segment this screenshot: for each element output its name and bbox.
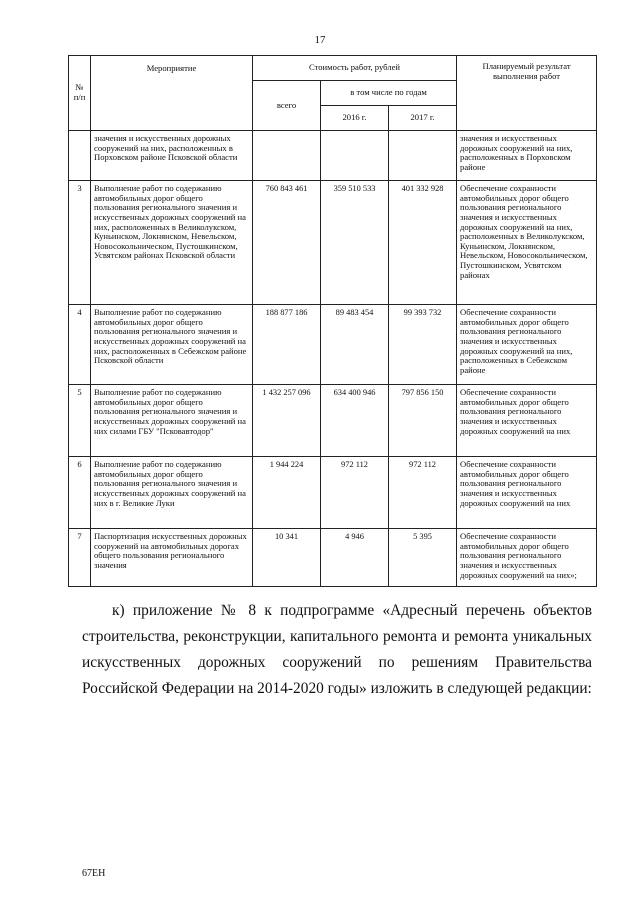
row-measure: Выполнение работ по содержанию автомобильных дорог общего пользования регионального значения и искусственных дорожных сооружений на них, расположенных в Великолукском, Куньинском, Локнянском, Невельском, Новосокольническом, Пустошкинском, Усвятском районах Псковской области [91, 181, 253, 305]
row-num: 5 [69, 385, 91, 457]
header-num: № п/п [69, 56, 91, 131]
row-measure: Паспортизация искусственных дорожных сооружений на автомобильных дорогах общего пользования регионального значения [91, 529, 253, 587]
header-result: Планируемый результат выполнения работ [457, 56, 597, 131]
row-total: 760 843 461 [253, 181, 321, 305]
header-total: всего [253, 81, 321, 131]
page-number: 17 [314, 34, 326, 46]
row-num: 3 [69, 181, 91, 305]
header-2017: 2017 г. [389, 106, 457, 131]
row-total: 1 944 224 [253, 457, 321, 529]
row-result: Обеспечение сохранности автомобильных дорог общего пользования регионального значения и искусственных дорожных сооружений на них»; [457, 529, 597, 587]
row-result: Обеспечение сохранности автомобильных дорог общего пользования регионального значения и искусственных дорожных сооружений на них, расположенных в Великолукском, Куньинском, Локнянском, Невельском, Новосокольническом, Пустошкинском, Усвятском районах [457, 181, 597, 305]
row-total: 10 341 [253, 529, 321, 587]
row-2017: 5 395 [389, 529, 457, 587]
amendment-paragraph: к) приложение № 8 к подпрограмме «Адресный перечень объектов строительства, реконструкции, капитального ремонта и ремонта уникальных искусственных дорожных сооружений по решениям Правительства Российской Федерации на 2014-2020 годы» изложить в следующей редакции: [82, 602, 592, 697]
table-row [69, 385, 597, 457]
table-row [69, 529, 597, 587]
row-measure: Выполнение работ по содержанию автомобильных дорог общего пользования регионального значения и искусственных дорожных сооружений на них в г. Великие Луки [91, 457, 253, 529]
row-2017: 972 112 [389, 457, 457, 529]
header-by-years: в том числе по годам [321, 81, 457, 106]
header-measure: Мероприятие [91, 56, 253, 131]
header-row-1 [69, 56, 597, 81]
row-num [69, 131, 91, 181]
works-table [68, 55, 597, 587]
row-num: 7 [69, 529, 91, 587]
row-2016: 359 510 533 [321, 181, 389, 305]
row-2016: 634 400 946 [321, 385, 389, 457]
row-2017: 797 856 150 [389, 385, 457, 457]
table-row [69, 131, 597, 181]
row-result: Обеспечение сохранности автомобильных дорог общего пользования регионального значения и искусственных дорожных сооружений на них [457, 385, 597, 457]
row-2017: 99 393 732 [389, 305, 457, 385]
row-result: Обеспечение сохранности автомобильных дорог общего пользования регионального значения и искусственных дорожных сооружений на них, расположенных в Себежском районе [457, 305, 597, 385]
row-total: 1 432 257 096 [253, 385, 321, 457]
table-row [69, 457, 597, 529]
row-measure: Выполнение работ по содержанию автомобильных дорог общего пользования регионального значения и искусственных дорожных сооружений на них силами ГБУ "Псковавтодор" [91, 385, 253, 457]
row-measure: значения и искусственных дорожных сооружений на них, расположенных в Порховском районе Псковской области [91, 131, 253, 181]
table-row [69, 305, 597, 385]
row-num: 6 [69, 457, 91, 529]
row-total [253, 131, 321, 181]
row-2016: 4 946 [321, 529, 389, 587]
header-2016: 2016 г. [321, 106, 389, 131]
row-2017 [389, 131, 457, 181]
header-cost: Стоимость работ, рублей [253, 56, 457, 81]
row-2016: 972 112 [321, 457, 389, 529]
row-2016: 89 483 454 [321, 305, 389, 385]
table-row [69, 181, 597, 305]
row-result: значения и искусственных дорожных сооружений на них, расположенных в Порховском районе [457, 131, 597, 181]
row-2016 [321, 131, 389, 181]
row-total: 188 877 186 [253, 305, 321, 385]
row-2017: 401 332 928 [389, 181, 457, 305]
row-num: 4 [69, 305, 91, 385]
footer-code: 67ЕН [82, 868, 106, 879]
row-result: Обеспечение сохранности автомобильных дорог общего пользования регионального значения и искусственных дорожных сооружений на них [457, 457, 597, 529]
row-measure: Выполнение работ по содержанию автомобильных дорог общего пользования регионального значения и искусственных дорожных сооружений на них, расположенных в Себежском районе Псковской области [91, 305, 253, 385]
